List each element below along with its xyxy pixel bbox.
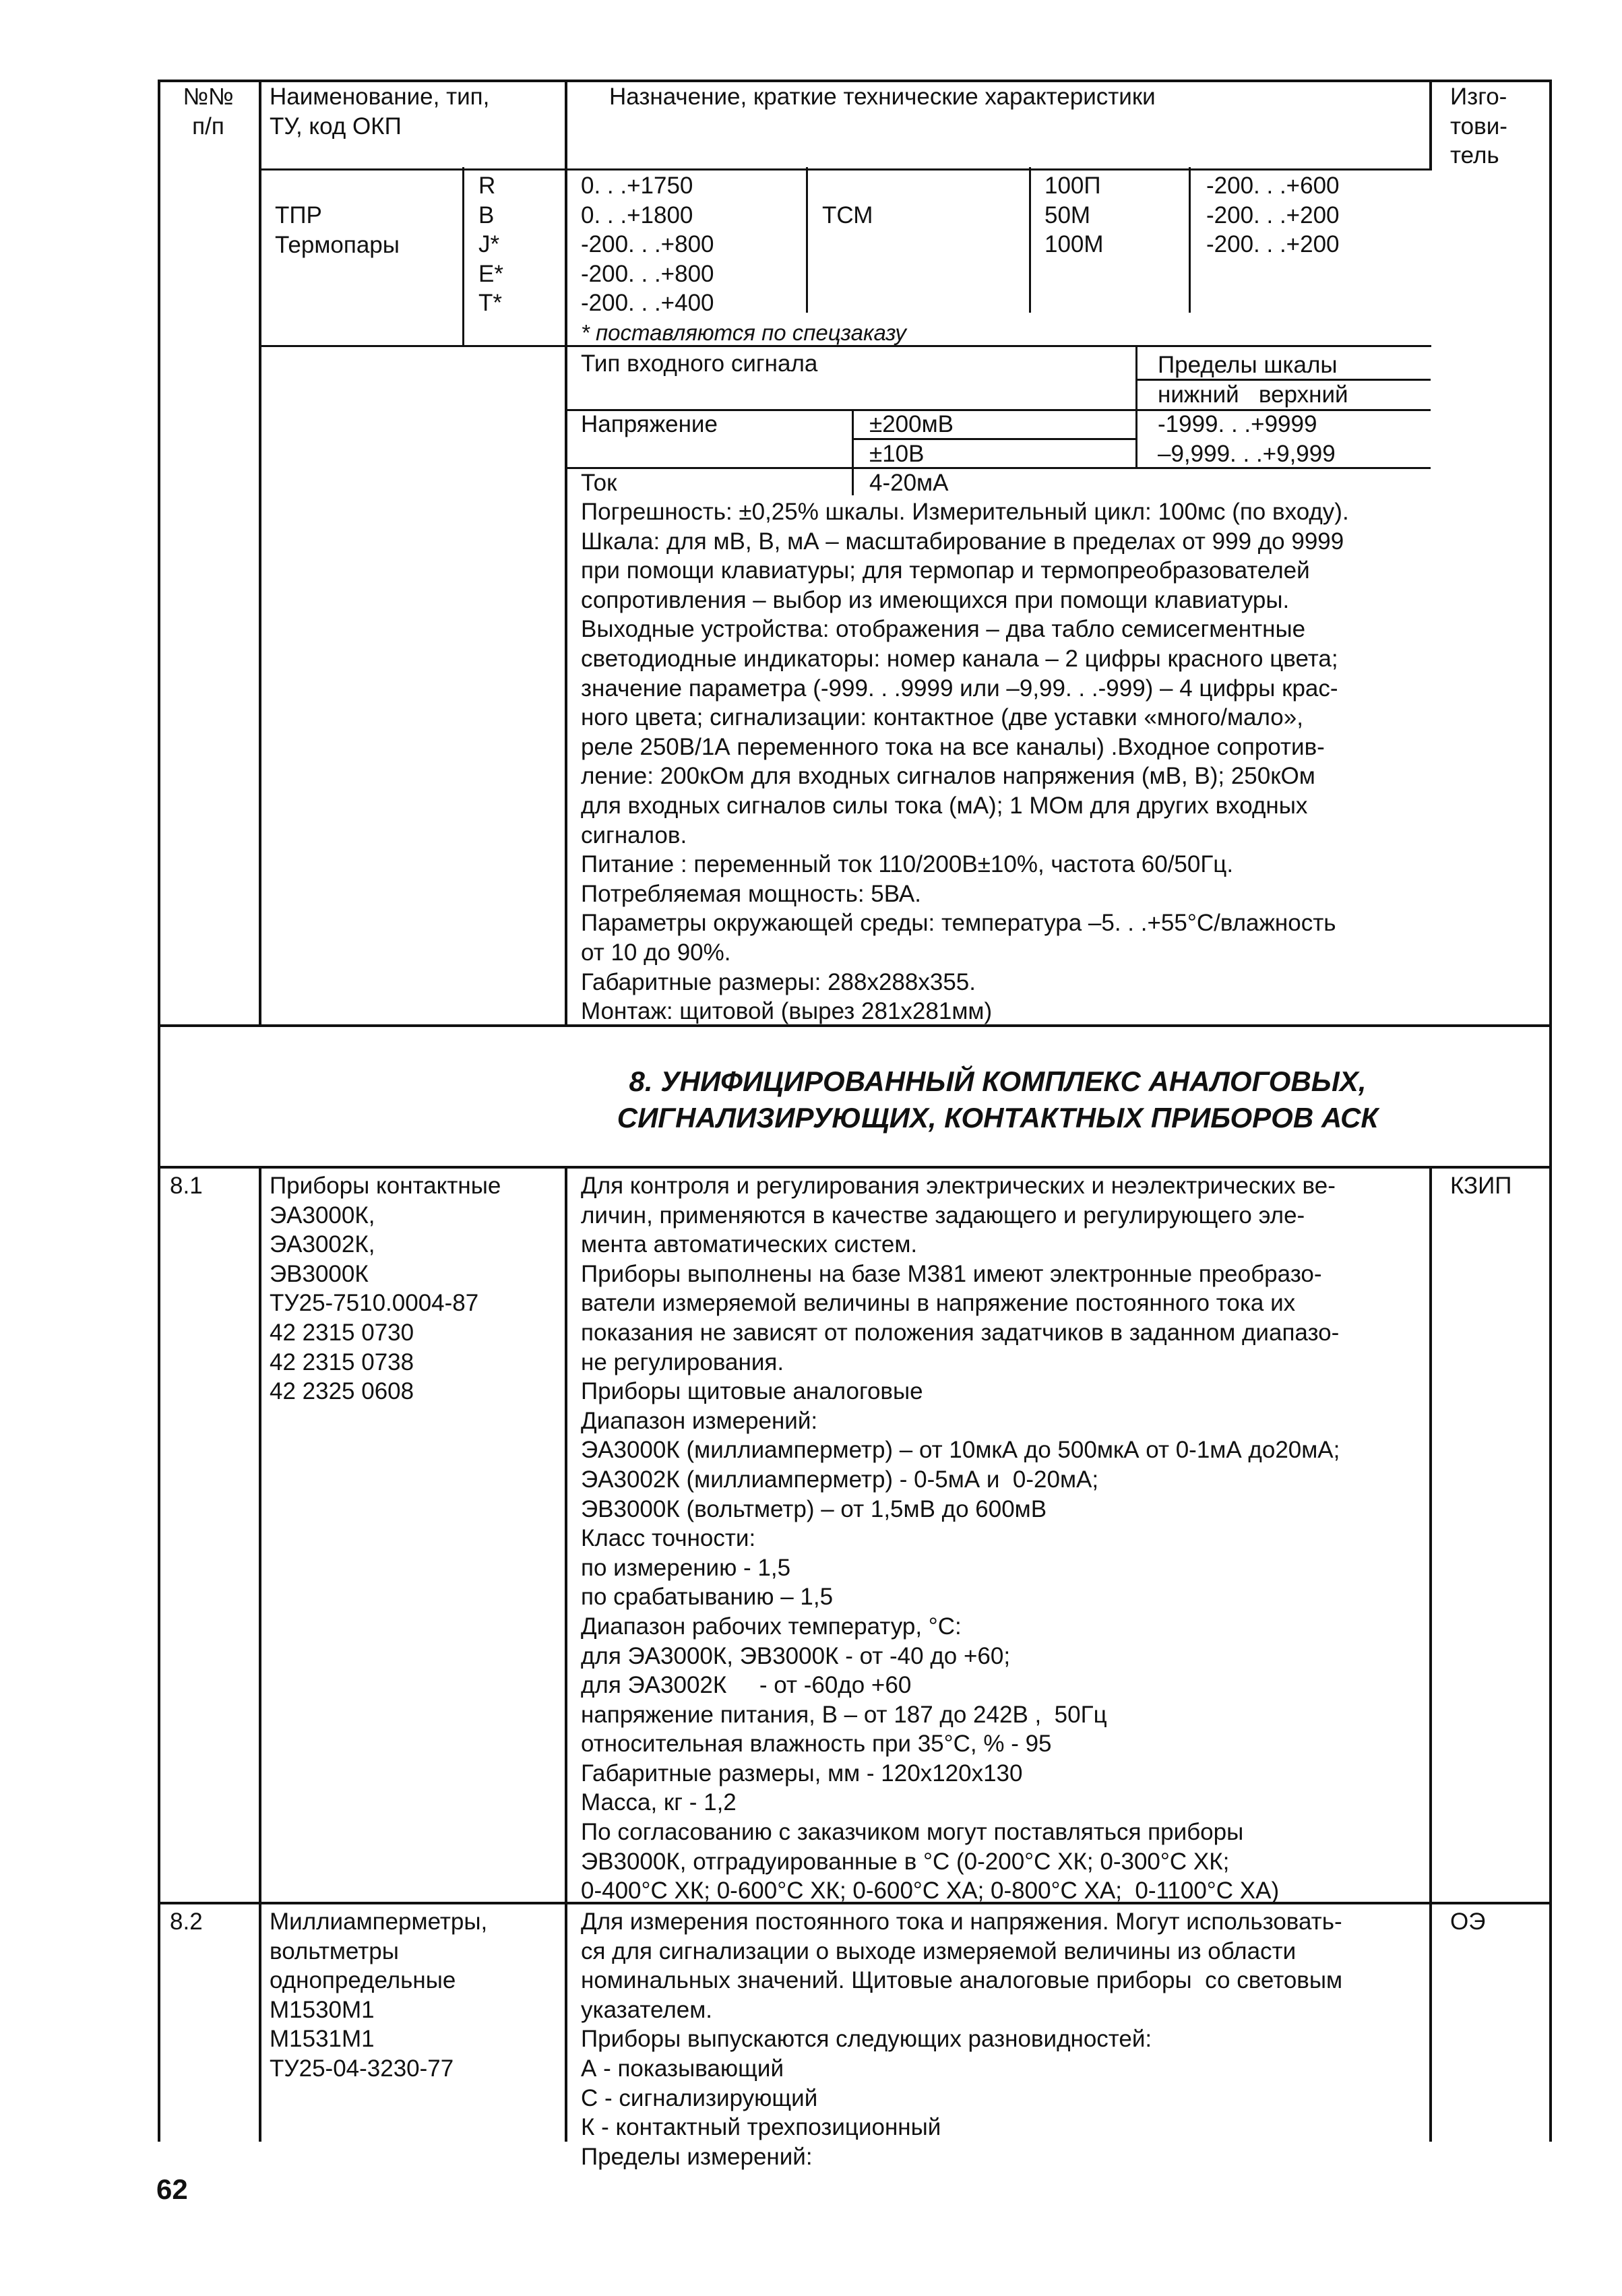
thermo-description: Погрешность: ±0,25% шкалы. Измерительный цикл: 100мс (по входу). Шкала: для мВ, В, мА – масштабирование в пределах от 999 до 9999 при помощи клавиатуры; для термопар и термопреобразователей сопротивления – выбор из имеющихся при помощи клавиатуры. Выходные устройства: отображения – два табло семисегментные светодиодные индикаторы: номер канала – 2 цифры красного цвета; значение параметра (-999. . .9999 или –9,99. . .-999) – 4 цифры крас- ного цвета; сигнализации: контактное (две уставки «много/мало», реле 250В/1А переменного тока на все каналы) .Входное сопротив- ление: 200кОм для входных сигналов напряжения (мВ, В); 250кОм для входных сигналов силы тока (мА); 1 МОм для других входных сигналов. Питание : переменный ток 110/200В±10%, частота 60/50Гц. Потребляемая мощность: 5ВА. Параметры окружающей среды: температура –5. . .+55°С/влажность от 10 до 90%. Габаритные размеры: 288х288х355. Монтаж: щитовой (вырез 281х281мм) [581,499,1349,1025]
signal-scale-header: Пределы шкалы [1158,352,1338,378]
col-divider-1-a [259,80,261,1026]
signal-scale-sub: нижний верхний [1158,381,1348,408]
row-8-2-num: 8.2 [170,1909,203,1935]
signal-voltage-bottom [565,467,1137,469]
thermo-codes: R B J* E* T* [478,173,503,317]
row-8-2-name: Миллиамперметры, вольтметры однопредельные М1530М1 М1531М1 ТУ25-04-3230-77 [270,1909,488,2082]
row-8-1-desc: Для контроля и регулирования электрических и неэлектрических ве- личин, применяются в качестве задающего и регулирующего эле- мента автоматических систем. Приборы выполнены на базе М381 имеют электронные преобразо- ватели измеряемой величины в напряжение постоянного тока их показания не зависят от положения задатчиков в заданном диапазо- не регулирования. Приборы щитовые аналоговые Диапазон измерений: ЭА3000К (миллиамперметр) – от 10мкА до 500мкА от 0-1мА до20мА; ЭА3002К (миллиамперметр) - 0-5мА и 0-20мА; ЭВ3000К (вольтметр) – от 1,5мВ до 600мВ Класс точности: по измерению - 1,5 по срабатыванию – 1,5 Диапазон рабочих температур, °С: для ЭА3000К, ЭВ3000К - от -40 до +60; для ЭА3002К - от -60до +60 напряжение питания, В – от 187 до 242В , 50Гц относительная влажность при 35°С, % - 95 Габаритные размеры, мм - 120х120х130 Масса, кг - 1,2 По согласованию с заказчиком могут поставляться приборы ЭВ3000К, отградуированные в °С (0-200°С ХК; 0-300°С ХК; 0-400°С ХК; 0-600°С ХК; 0-600°С ХА; 0-800°С ХА; 0-1100°С ХА) [581,1173,1340,1904]
col-divider-2-b [565,1167,567,2142]
thermo-ranges: 0. . .+1750 0. . .+1800 -200. . .+800 -200. . .+800 -200. . .+400 [581,173,714,317]
row-8-2-desc: Для измерения постоянного тока и напряжения. Могут использовать- ся для сигнализации о выходе измеряемой величины из области номинальных значений. Щитовые аналоговые приборы со световым указателем. Приборы выпускаются следующих разновидностей: А - показывающий С - сигнализирующий К - контактный трехпозиционный Пределы измерений: [581,1909,1343,2170]
row-8-1-num: 8.1 [170,1173,203,1199]
section-bottom [158,1166,1552,1169]
thermo-inner-v1 [806,167,808,313]
signal-voltage: Напряжение [581,411,718,437]
page-number: 62 [156,2173,188,2205]
thermo-note: * поставляются по спецзаказу [581,320,906,345]
signal-voltage-2: ±10В [869,441,925,467]
col-divider-3-b [1429,1167,1432,2142]
signal-current: Ток [581,470,617,496]
row-8-1-maker: КЗИП [1450,1173,1512,1199]
header-bottom [259,168,1431,170]
section-title: 8. УНИФИЦИРОВАННЫЙ КОМПЛЕКС АНАЛОГОВЫХ, СИГНАЛИЗИРУЮЩИХ, КОНТАКТНЫХ ПРИБОРОВ АСК [617,1065,1379,1134]
table-border-right [1549,80,1552,2142]
signal-v-values [852,409,854,495]
thermo-tsm-types: 100П 50М 100М [1044,173,1104,258]
col-divider-2-a [565,80,567,1026]
header-name: Наименование, тип, ТУ, код ОКП [270,84,490,139]
header-purpose: Назначение, краткие технические характеристики [609,84,1156,110]
signal-voltage-1: ±200мВ [869,411,954,437]
signal-v-scale [1135,345,1137,467]
thermo-tsm: ТСМ [822,202,873,228]
thermo-inner-v3 [1189,167,1191,313]
signal-type-header: Тип входного сигнала [581,350,818,377]
header-num: №№ п/п [183,84,234,139]
thermo-tsm-ranges: -200. . .+600 -200. . .+200 -200. . .+200 [1206,173,1340,258]
signal-scale-2: –9,999. . .+9,999 [1158,441,1336,467]
signal-current-1: 4-20мА [869,470,949,496]
header-maker: Изго- тови- тель [1450,84,1507,169]
col-divider-3-a [1429,80,1432,170]
thermo-inner-v2 [1029,167,1031,313]
col-divider-1-b [259,1167,261,2142]
thermo-code-divider [462,167,464,346]
row-8-2-maker: ОЭ [1450,1909,1486,1935]
signal-scale-1: -1999. . .+9999 [1158,411,1317,437]
thermo-name: ТПР Термопары [275,202,400,258]
table-border-left [158,80,160,2142]
row-8-1-name: Приборы контактные ЭА3000К, ЭА3002К, ЭВ3000К ТУ25-7510.0004-87 42 2315 0730 42 2315 0738 42 2325 0608 [270,1173,501,1405]
